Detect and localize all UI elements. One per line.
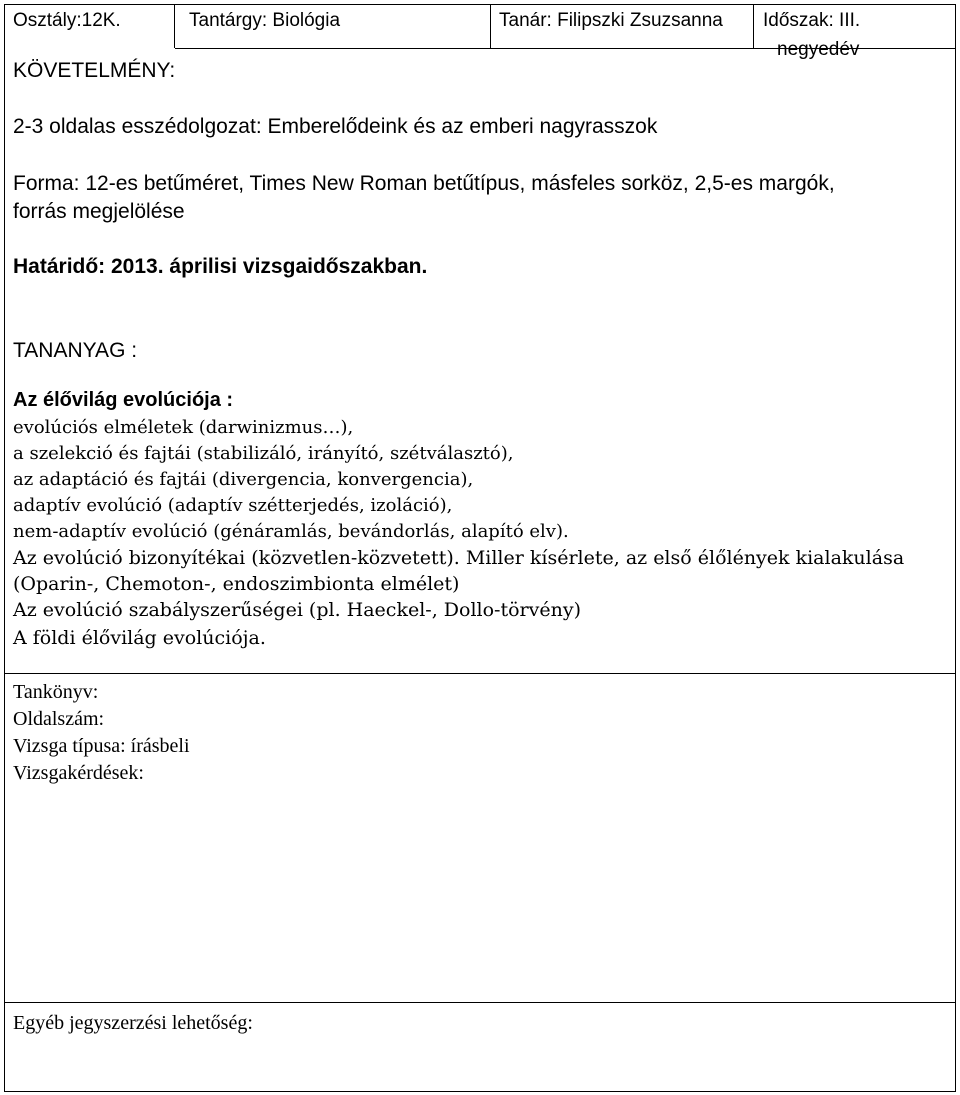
topic-item: az adaptáció és fajtái (divergencia, konvergencia), xyxy=(13,469,474,490)
header-divider xyxy=(174,5,175,48)
curriculum-title: TANANYAG : xyxy=(13,339,138,362)
format-line-1: Forma: 12-es betűméret, Times New Roman betűtípus, másfeles sorköz, 2,5-es margók, xyxy=(13,172,835,195)
topic-item: a szelekció és fajtái (stabilizáló, irányító, szétválasztó), xyxy=(13,443,514,464)
topic-item: (Oparin-, Chemoton-, endoszimbionta elmélet) xyxy=(13,573,460,595)
course-requirements-sheet xyxy=(4,4,956,1092)
topic-item: nem-adaptív evolúció (génáramlás, bevándorlás, alapító elv). xyxy=(13,521,569,542)
topic-item: evolúciós elméletek (darwinizmus…), xyxy=(13,417,354,438)
page-number-label: Oldalszám: xyxy=(13,708,105,730)
requirements-title: KÖVETELMÉNY: xyxy=(13,59,176,82)
topic-item: Az evolúció szabályszerűségei (pl. Haeckel-, Dollo-törvény) xyxy=(13,599,581,621)
header-divider xyxy=(490,5,491,48)
topic-item: Az evolúció bizonyítékai (közvetlen-közvetett). Miller kísérlete, az első élőlények kialakulása xyxy=(13,547,905,569)
other-grading-label: Egyéb jegyszerzési lehetőség: xyxy=(13,1012,253,1034)
section-divider xyxy=(5,1002,955,1003)
topic-item: A földi élővilág evolúciója. xyxy=(13,627,266,649)
exam-questions-label: Vizsgakérdések: xyxy=(13,762,144,784)
textbook-label: Tankönyv: xyxy=(13,681,99,703)
header-subject: Tantárgy: Biológia xyxy=(189,10,341,31)
topic-heading: Az élővilág evolúciója : xyxy=(13,389,234,411)
section-divider xyxy=(5,673,955,674)
deadline: Határidő: 2013. áprilisi vizsgaidőszakban. xyxy=(13,255,428,278)
header-period-cont: negyedév xyxy=(777,39,860,60)
header-period: Időszak: III. xyxy=(763,10,861,31)
exam-type: Vizsga típusa: írásbeli xyxy=(13,735,190,757)
format-line-2: forrás megjelölése xyxy=(13,200,185,223)
header-class: Osztály:12K. xyxy=(13,10,121,31)
header-divider xyxy=(753,5,754,48)
header-teacher: Tanár: Filipszki Zsuzsanna xyxy=(499,10,723,31)
essay-assignment: 2-3 oldalas esszédolgozat: Emberelődeink és az emberi nagyrasszok xyxy=(13,115,658,138)
topic-item: adaptív evolúció (adaptív szétterjedés, izoláció), xyxy=(13,495,453,516)
